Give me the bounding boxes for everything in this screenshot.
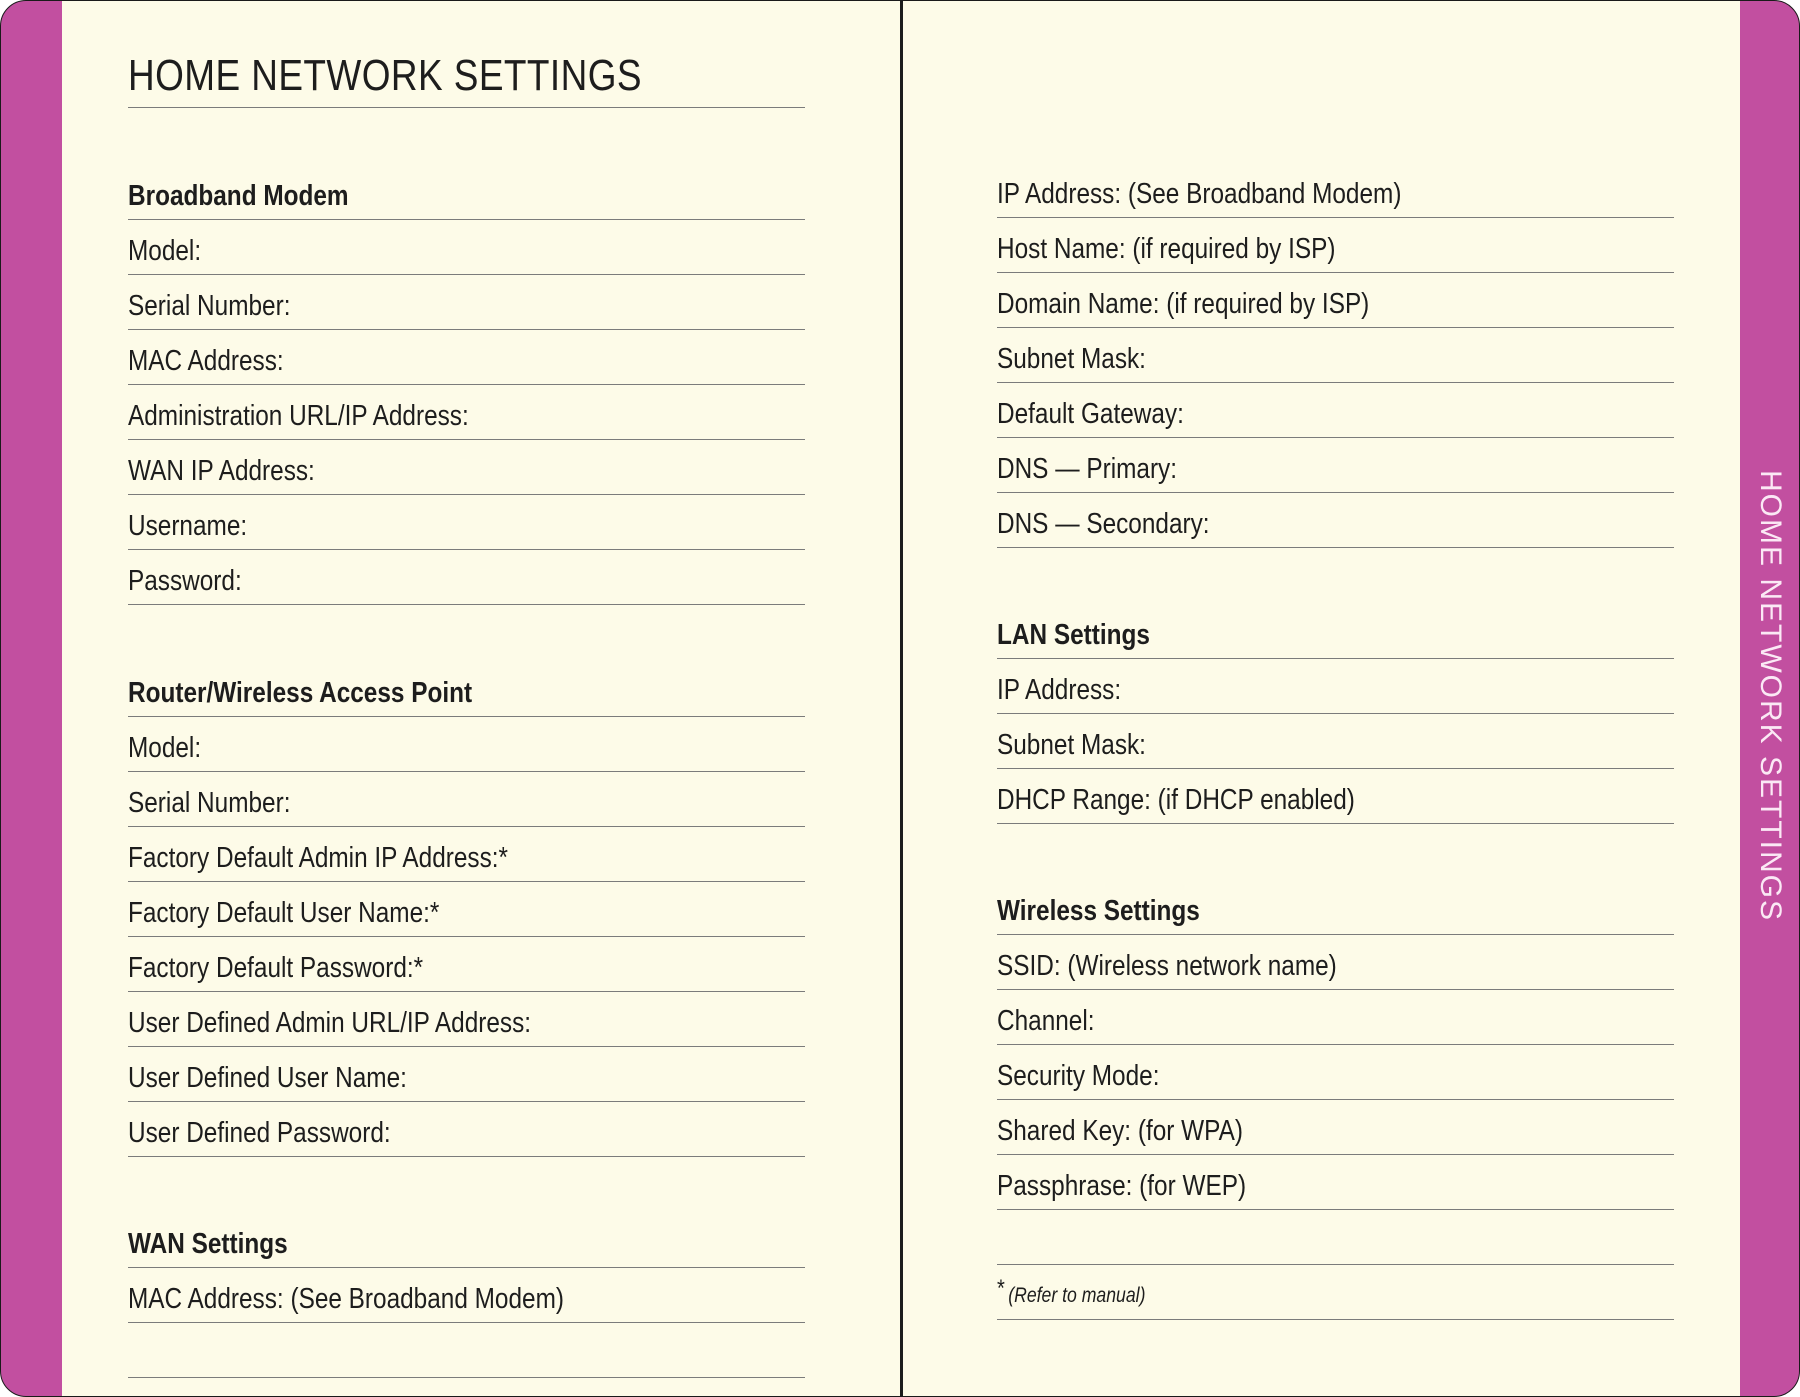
field-line-default-gateway[interactable] bbox=[997, 383, 1674, 438]
field-line-user-user-name[interactable] bbox=[128, 1047, 805, 1102]
side-tab bbox=[1740, 1, 1800, 1397]
field-line-router-model[interactable] bbox=[128, 717, 805, 772]
field-line-blank[interactable] bbox=[128, 1323, 805, 1378]
field-label: Factory Default User Name:* bbox=[128, 897, 440, 929]
field-line-factory-password[interactable] bbox=[128, 937, 805, 992]
section-heading-text: WAN Settings bbox=[128, 1228, 288, 1260]
field-label: Serial Number: bbox=[128, 787, 291, 819]
field-label: Factory Default Password:* bbox=[128, 952, 424, 984]
field-line-wan-subnet-mask[interactable] bbox=[997, 328, 1674, 383]
field-label: DHCP Range: (if DHCP enabled) bbox=[997, 784, 1355, 816]
field-line-domain-name[interactable] bbox=[997, 273, 1674, 328]
field-line-channel[interactable] bbox=[997, 990, 1674, 1045]
field-line-dns-secondary[interactable] bbox=[997, 493, 1674, 548]
page-title-text: HOME NETWORK SETTINGS bbox=[128, 51, 642, 100]
section-heading-lan-settings bbox=[997, 604, 1674, 659]
field-label: Password: bbox=[128, 565, 242, 597]
field-label: Subnet Mask: bbox=[997, 729, 1146, 761]
field-line-lan-subnet-mask[interactable] bbox=[997, 714, 1674, 769]
field-label: DNS — Primary: bbox=[997, 453, 1178, 485]
field-label: SSID: (Wireless network name) bbox=[997, 950, 1337, 982]
section-heading-wan-settings bbox=[128, 1213, 805, 1268]
section-heading-text: Broadband Modem bbox=[128, 180, 349, 212]
section-heading-broadband-modem bbox=[128, 165, 805, 220]
field-line-serial-number[interactable] bbox=[128, 275, 805, 330]
field-label: Model: bbox=[128, 732, 202, 764]
field-line-factory-user-name[interactable] bbox=[128, 882, 805, 937]
field-line-username[interactable] bbox=[128, 495, 805, 550]
field-line-administration-url[interactable] bbox=[128, 385, 805, 440]
field-line-host-name[interactable] bbox=[997, 218, 1674, 273]
field-label: Shared Key: (for WPA) bbox=[997, 1115, 1243, 1147]
field-label: Username: bbox=[128, 510, 248, 542]
field-label: User Defined Password: bbox=[128, 1117, 391, 1149]
field-line-lan-ip-address[interactable] bbox=[997, 659, 1674, 714]
field-label: User Defined Admin URL/IP Address: bbox=[128, 1007, 532, 1039]
field-line-factory-admin-ip[interactable] bbox=[128, 827, 805, 882]
footnote bbox=[997, 1265, 1674, 1320]
field-label: Model: bbox=[128, 235, 202, 267]
footnote-text: (Refer to manual) bbox=[1008, 1284, 1146, 1307]
field-label: Domain Name: (if required by ISP) bbox=[997, 288, 1370, 320]
section-heading-wireless-settings bbox=[997, 880, 1674, 935]
page-title bbox=[128, 49, 805, 108]
field-line-wan-ip-address[interactable] bbox=[997, 163, 1674, 218]
footnote-text-wrap bbox=[997, 1275, 1146, 1313]
field-line-model[interactable] bbox=[128, 220, 805, 275]
footnote-asterisk: * bbox=[997, 1275, 1005, 1302]
field-line-passphrase[interactable] bbox=[997, 1155, 1674, 1210]
field-label: Passphrase: (for WEP) bbox=[997, 1170, 1247, 1202]
section-heading-text: LAN Settings bbox=[997, 619, 1150, 651]
side-tab-label: HOME NETWORK SETTINGS bbox=[1754, 469, 1787, 923]
right-page bbox=[903, 1, 1740, 1397]
section-heading-router bbox=[128, 662, 805, 717]
field-line-user-password[interactable] bbox=[128, 1102, 805, 1157]
field-label: IP Address: bbox=[997, 674, 1122, 706]
field-label: User Defined User Name: bbox=[128, 1062, 407, 1094]
field-line-dns-primary[interactable] bbox=[997, 438, 1674, 493]
field-label: IP Address: (See Broadband Modem) bbox=[997, 178, 1402, 210]
field-label: Serial Number: bbox=[128, 290, 291, 322]
field-line-shared-key[interactable] bbox=[997, 1100, 1674, 1155]
field-label: MAC Address: bbox=[128, 345, 284, 377]
left-page bbox=[62, 1, 900, 1397]
field-line-router-serial-number[interactable] bbox=[128, 772, 805, 827]
field-line-security-mode[interactable] bbox=[997, 1045, 1674, 1100]
field-label: Factory Default Admin IP Address:* bbox=[128, 842, 509, 874]
field-line-dhcp-range[interactable] bbox=[997, 769, 1674, 824]
field-label: Channel: bbox=[997, 1005, 1095, 1037]
field-label: MAC Address: (See Broadband Modem) bbox=[128, 1283, 564, 1315]
field-line-user-admin-url[interactable] bbox=[128, 992, 805, 1047]
field-label: Security Mode: bbox=[997, 1060, 1160, 1092]
field-label: Subnet Mask: bbox=[997, 343, 1146, 375]
field-label: Host Name: (if required by ISP) bbox=[997, 233, 1336, 265]
field-line-password[interactable] bbox=[128, 550, 805, 605]
field-label: DNS — Secondary: bbox=[997, 508, 1210, 540]
field-label: Administration URL/IP Address: bbox=[128, 400, 469, 432]
field-line-wan-mac-address[interactable] bbox=[128, 1268, 805, 1323]
field-label: WAN IP Address: bbox=[128, 455, 315, 487]
field-line-wan-ip-address[interactable] bbox=[128, 440, 805, 495]
section-heading-text: Router/Wireless Access Point bbox=[128, 677, 473, 709]
field-line-blank[interactable] bbox=[997, 1210, 1674, 1265]
field-label: Default Gateway: bbox=[997, 398, 1184, 430]
field-line-ssid[interactable] bbox=[997, 935, 1674, 990]
section-heading-text: Wireless Settings bbox=[997, 895, 1200, 927]
field-line-mac-address[interactable] bbox=[128, 330, 805, 385]
